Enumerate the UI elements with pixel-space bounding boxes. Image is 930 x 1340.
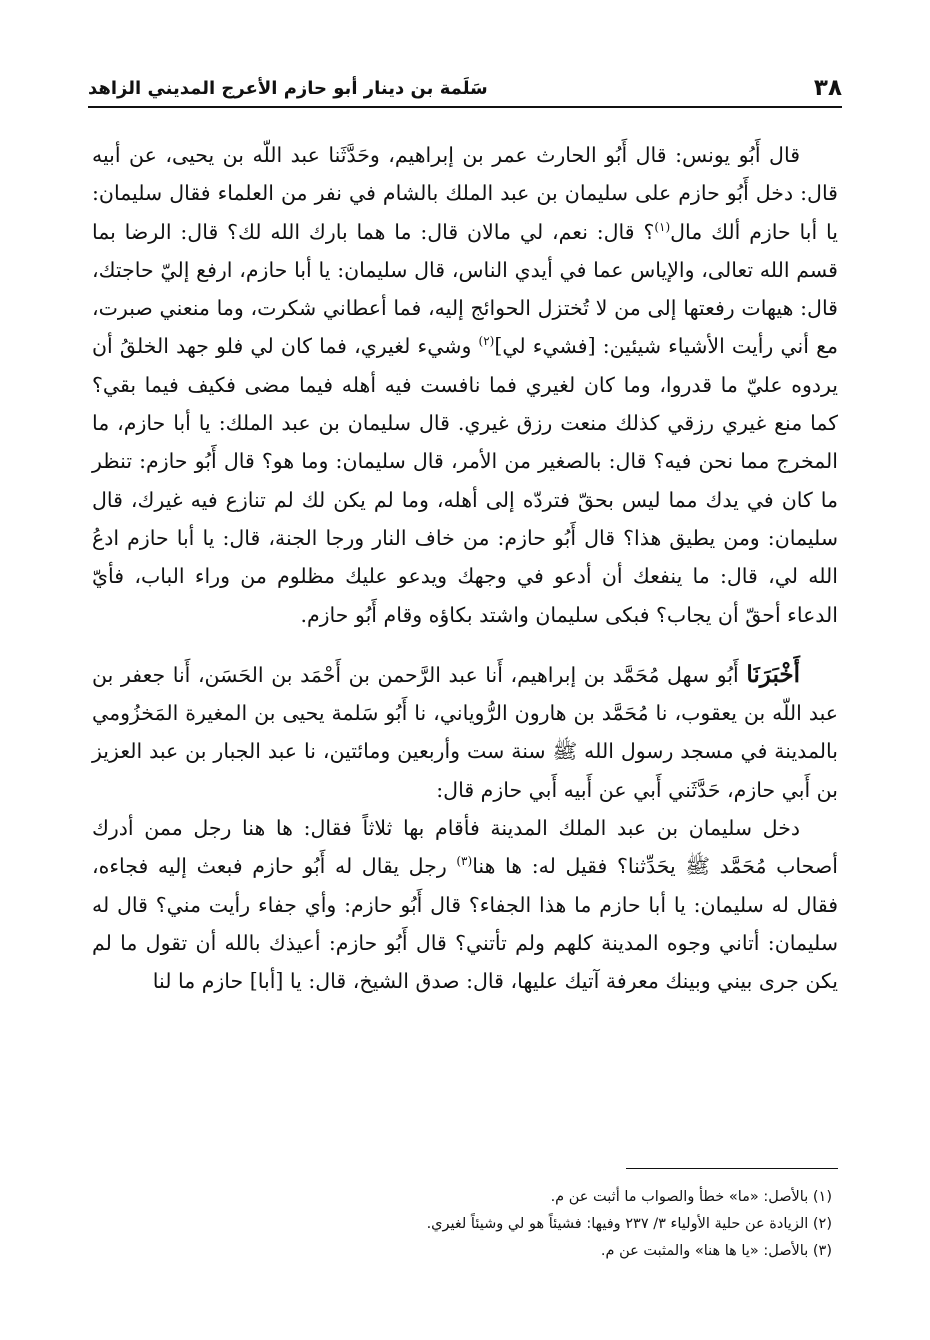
footnote-ref-2: (٢) bbox=[478, 334, 495, 349]
footnote-ref-1: (١) bbox=[654, 219, 671, 234]
running-title: سَلَمة بن دينار أبو حازم الأعرج المديني الزاهد bbox=[88, 78, 488, 99]
footnote-ref-3: (٣) bbox=[456, 854, 473, 869]
page-header bbox=[88, 62, 842, 102]
paragraph-2-opener: أَخْبَرَنَا bbox=[746, 660, 800, 688]
page-number: ٣٨ bbox=[813, 75, 842, 101]
paragraph-3 bbox=[92, 809, 838, 1000]
footnote-2: (٢) الزيادة عن حلية الأولياء ٣/ ٢٣٧ وفيها: فشيئاً هو لي وشيئاً لغيري. bbox=[426, 1216, 832, 1232]
paragraph-3-text-a: دخل سليمان بن عبد الملك المدينة فأقام بها ثلاثاً فقال: ها هنا رجل ممن أدرك أصحاب مُحَمَّد ﷺ يحَدِّثنا؟ فقيل له: ها هنا bbox=[92, 816, 838, 879]
footnote-3: (٣) بالأصل: «يا ها هنا» والمثبت عن م. bbox=[600, 1243, 832, 1259]
paragraph-1-text-b: ؟ قال: نعم، لي مالان قال: ما هما بارك الله لك؟ قال: الرضا بما قسم الله تعالى، والإياس عما في أيدي الناس، قال سليمان: يا أبا حازم، ارفع إليّ حاجتك، قال: هيهات رفعتها إلى من لا تُختزل الحوائج إليه، فما أعطاني شكرت، وما منعني صبرت، مع أني رأيت الأشياء شيئين: [فشيء لي] bbox=[92, 219, 838, 359]
footnotes bbox=[92, 1184, 838, 1265]
paragraph-2 bbox=[92, 656, 838, 809]
header-rule bbox=[88, 106, 842, 108]
main-text bbox=[92, 136, 838, 1001]
paragraph-1-text-a: قال أَبُو يونس: قال أَبُو الحارث عمر بن إبراهيم، وحَدَّثَنا عبد اللّه بن يحيى، عن أبيه قال: دخل أَبُو حازم على سليمان بن عبد الملك بالشام في نفر من العلماء فقال سليمان: يا أبا حازم ألك مال bbox=[92, 143, 838, 244]
paragraph-2-text: أَبُو سهل مُحَمَّد بن إبراهيم، أَنا عبد الرَّحمن بن أَحْمَد بن الحَسَن، أَنا جعفر بن عبد اللّه بن يعقوب، نا مُحَمَّد بن هارون الرُّوياني، نا أَبُو سَلمة يحيى بن المغيرة المَخزُومي بالمدينة في مسجد رسول الله ﷺ سنة ست وأربعين ومائتين، نا عبد الجبار بن عبد العزيز بن أَبي حازم، حَدَّثَني أَبي عن أَبيه أَبي حازم قال: bbox=[92, 662, 838, 802]
footnote-1: (١) بالأصل: «ما» خطأ والصواب ما أثبت عن م. bbox=[550, 1189, 832, 1205]
paragraph-3-text-b: رجل يقال له أَبُو حازم فبعث إليه فجاءه، فقال له سليمان: يا أبا حازم ما هذا الجفاء؟ قال أَبُو حازم: وأي جفاء رأيت مني؟ قال له سليمان: أتاني وجوه المدينة كلهم ولم تأتني؟ قال أَبُو حازم: أعيذك بالله أن تقول ما لم يكن جرى بيني وبينك معرفة آتيك عليها، قال: صدق الشيخ، قال: يا [أبا] حازم ما لنا bbox=[92, 854, 838, 994]
paragraph-1-text-c: وشيء لغيري، فما كان لي فلو جهد الخلقُ أن يردوه عليّ ما قدروا، وما كان لغيري فما نافست فيه أهله فيما مضى فكيف فيما بقي؟ كما منع غيري رزقي كذلك منعت رزق غيري. قال سليمان بن عبد الملك: يا أبا حازم، ما المخرج مما نحن فيه؟ قال: بالصغير من الأمر، قال سليمان: وما هو؟ قال أَبُو حازم: تنظر ما كان في يدك مما ليس بحقّ فتردّه إلى أهله، وما لم يكن لك لم تنازع فيه غيرك، قال سليمان: ومن يطيق هذا؟ قال أَبُو حازم: من خاف النار ورجا الجنة، قال: يا أبا حازم ادعُ الله لي، قال: ما ينفعك أن أدعو في وجهك ويدعو عليك مظلوم من وراء الباب، فأيّ الدعاء أحقّ أن يجاب؟ فبكى سليمان واشتد بكاؤه وقام أَبُو حازم. bbox=[92, 334, 838, 627]
footnote-rule bbox=[626, 1168, 838, 1169]
paragraph-1 bbox=[92, 136, 838, 634]
